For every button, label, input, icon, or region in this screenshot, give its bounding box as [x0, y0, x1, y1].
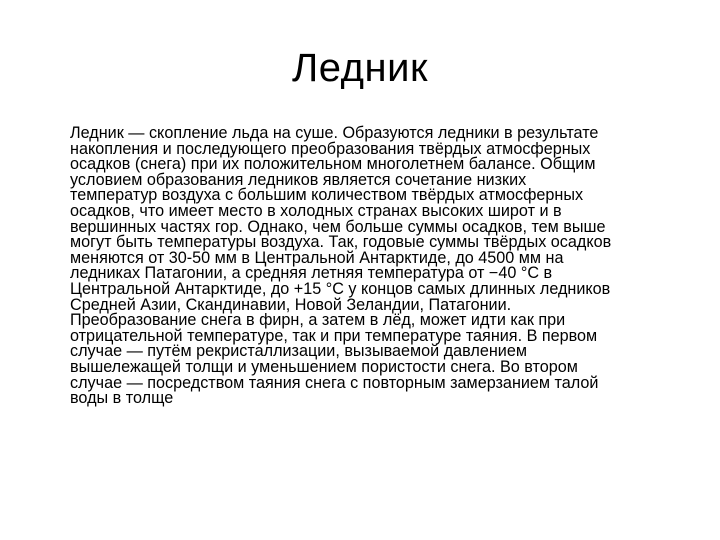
body-line: ледниках Патагонии, а средняя летняя температура от −40 °C в: [70, 264, 553, 283]
slide-title: Ледник: [292, 46, 428, 90]
body-line: осадков (снега) при их положительном многолетнем балансе. Общим: [70, 155, 596, 174]
body-line: вышележащей толщи и уменьшением пористости снега. Во втором: [70, 357, 578, 376]
body-line: условием образования ледников является сочетание низких: [70, 170, 527, 189]
body-line: меняются от 30-50 мм в Центральной Антарктиде, до 4500 мм на: [70, 248, 564, 267]
body-line: отрицательной температуре, так и при температуре таяния. В первом: [70, 326, 598, 345]
body-line: температур воздуха с большим количеством твёрдых атмосферных: [70, 186, 584, 205]
body-line: вершинных частях гор. Однако, чем больше суммы осадков, тем выше: [70, 217, 606, 236]
body-line: Преобразование снега в фирн, а затем в лёд, может идти как при: [70, 311, 566, 330]
body-line: могут быть температуры воздуха. Так, годовые суммы твёрдых осадков: [70, 233, 612, 252]
body-line: Средней Азии, Скандинавии, Новой Зеландии, Патагонии.: [70, 295, 512, 314]
body-line: случае — посредством таяния снега с повторным замерзанием талой: [70, 373, 599, 392]
body-line: Центральной Антарктиде, до +15 °C у концов самых длинных ледников: [70, 279, 611, 298]
body-line: Ледник — скопление льда на суше. Образуются ледники в результате: [70, 124, 599, 142]
body-line: воды в толще: [70, 389, 174, 408]
body-line: случае — путём рекристаллизации, вызываемой давлением: [70, 342, 527, 361]
body-line: осадков, что имеет место в холодных странах высоких широт и в: [70, 201, 562, 220]
slide-body-text: [70, 126, 690, 407]
body-line: накопления и последующего преобразования твёрдых атмосферных: [70, 139, 591, 158]
